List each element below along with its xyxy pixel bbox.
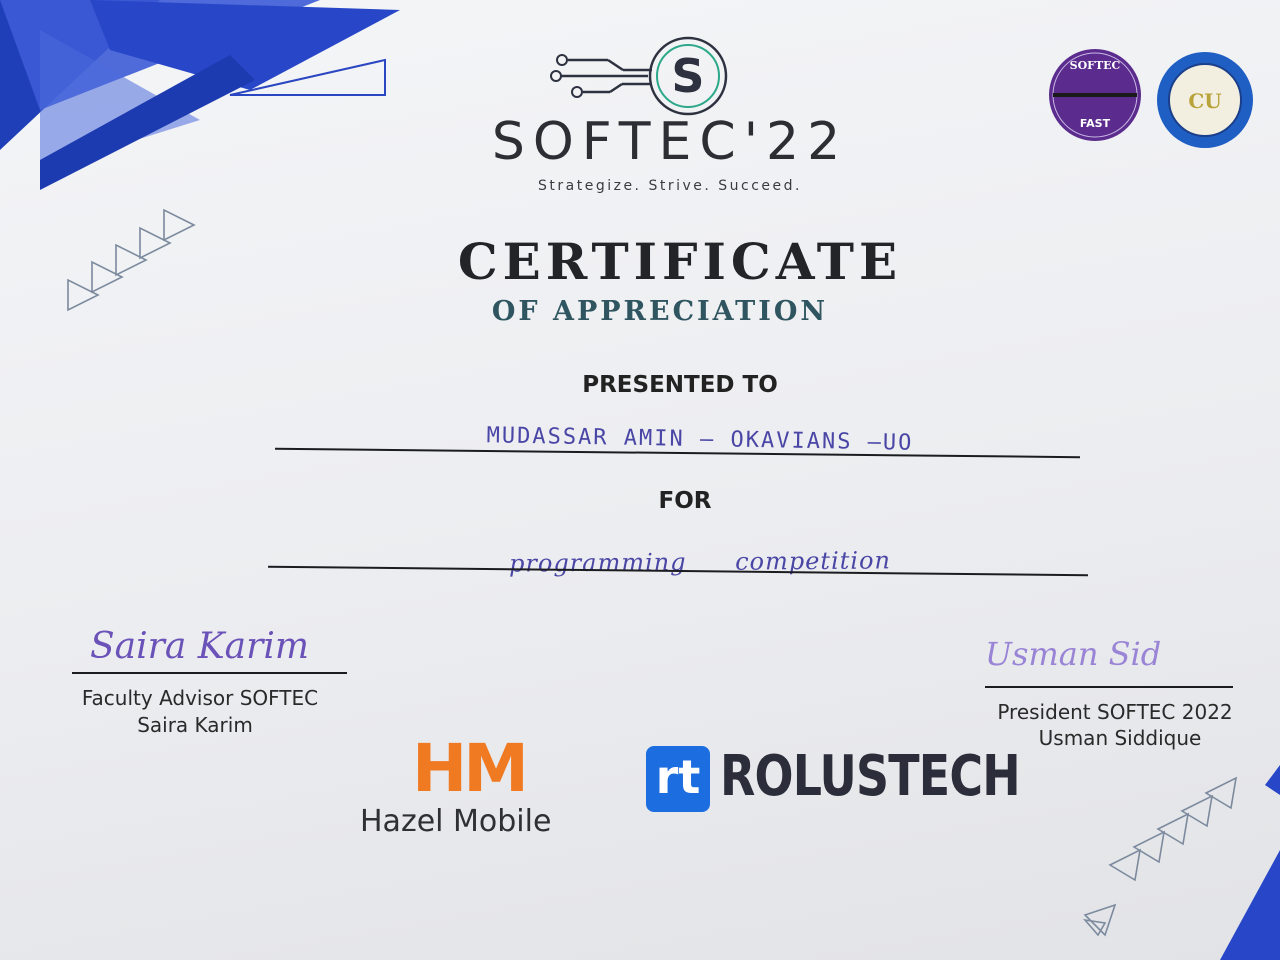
- for-label: FOR: [658, 488, 712, 514]
- hazel-mobile-name: Hazel Mobile: [360, 804, 552, 839]
- signature-faculty-advisor-text: Saira Karim: [90, 626, 309, 667]
- softec-seal-text: SOFTEC: [1069, 59, 1121, 72]
- signature-president: [980, 615, 1240, 685]
- recipient-name: MUDASSAR AMIN – OKAVIANS –UO: [486, 423, 914, 456]
- rolustech-logo-mark: [646, 746, 710, 812]
- certificate-title: CERTIFICATE: [457, 232, 903, 291]
- signature-faculty-advisor: [80, 600, 360, 670]
- rolustech-name: ROLUSTECH: [720, 744, 1020, 809]
- university-seal-initials: CU: [1188, 89, 1222, 113]
- corner-decoration-top-left: [0, 0, 420, 330]
- brand-tagline: Strategize. Strive. Succeed.: [538, 178, 802, 194]
- hazel-mobile-mark: HM: [412, 730, 525, 807]
- faculty-signature-line: [72, 672, 347, 674]
- certificate-subtitle: OF APPRECIATION: [491, 296, 829, 327]
- brand-name: SOFTEC'22: [491, 112, 849, 172]
- award-reason: programming competition: [508, 546, 892, 578]
- president-signature-line: [985, 686, 1233, 688]
- corner-decoration-bottom-right: [1080, 755, 1280, 960]
- logo-letter: S: [671, 49, 705, 103]
- faculty-advisor-role: Faculty Advisor SOFTEC: [81, 686, 319, 710]
- faculty-advisor-name: Saira Karim: [137, 713, 253, 737]
- signature-president-text: Usman Sid: [985, 635, 1162, 673]
- rolustech-mark-text: rt: [655, 750, 701, 804]
- president-role: President SOFTEC 2022: [997, 700, 1233, 724]
- seals-group: [1045, 45, 1280, 150]
- deco-small-triangles-br: [1085, 778, 1236, 935]
- deco-small-triangles: [34, 210, 194, 330]
- deco-edge-triangle: [1265, 765, 1280, 795]
- softec-seal-sub: FAST: [1079, 117, 1111, 130]
- presented-to-label: PRESENTED TO: [582, 372, 778, 398]
- president-name: Usman Siddique: [1038, 726, 1202, 750]
- deco-corner-triangle: [1220, 850, 1280, 960]
